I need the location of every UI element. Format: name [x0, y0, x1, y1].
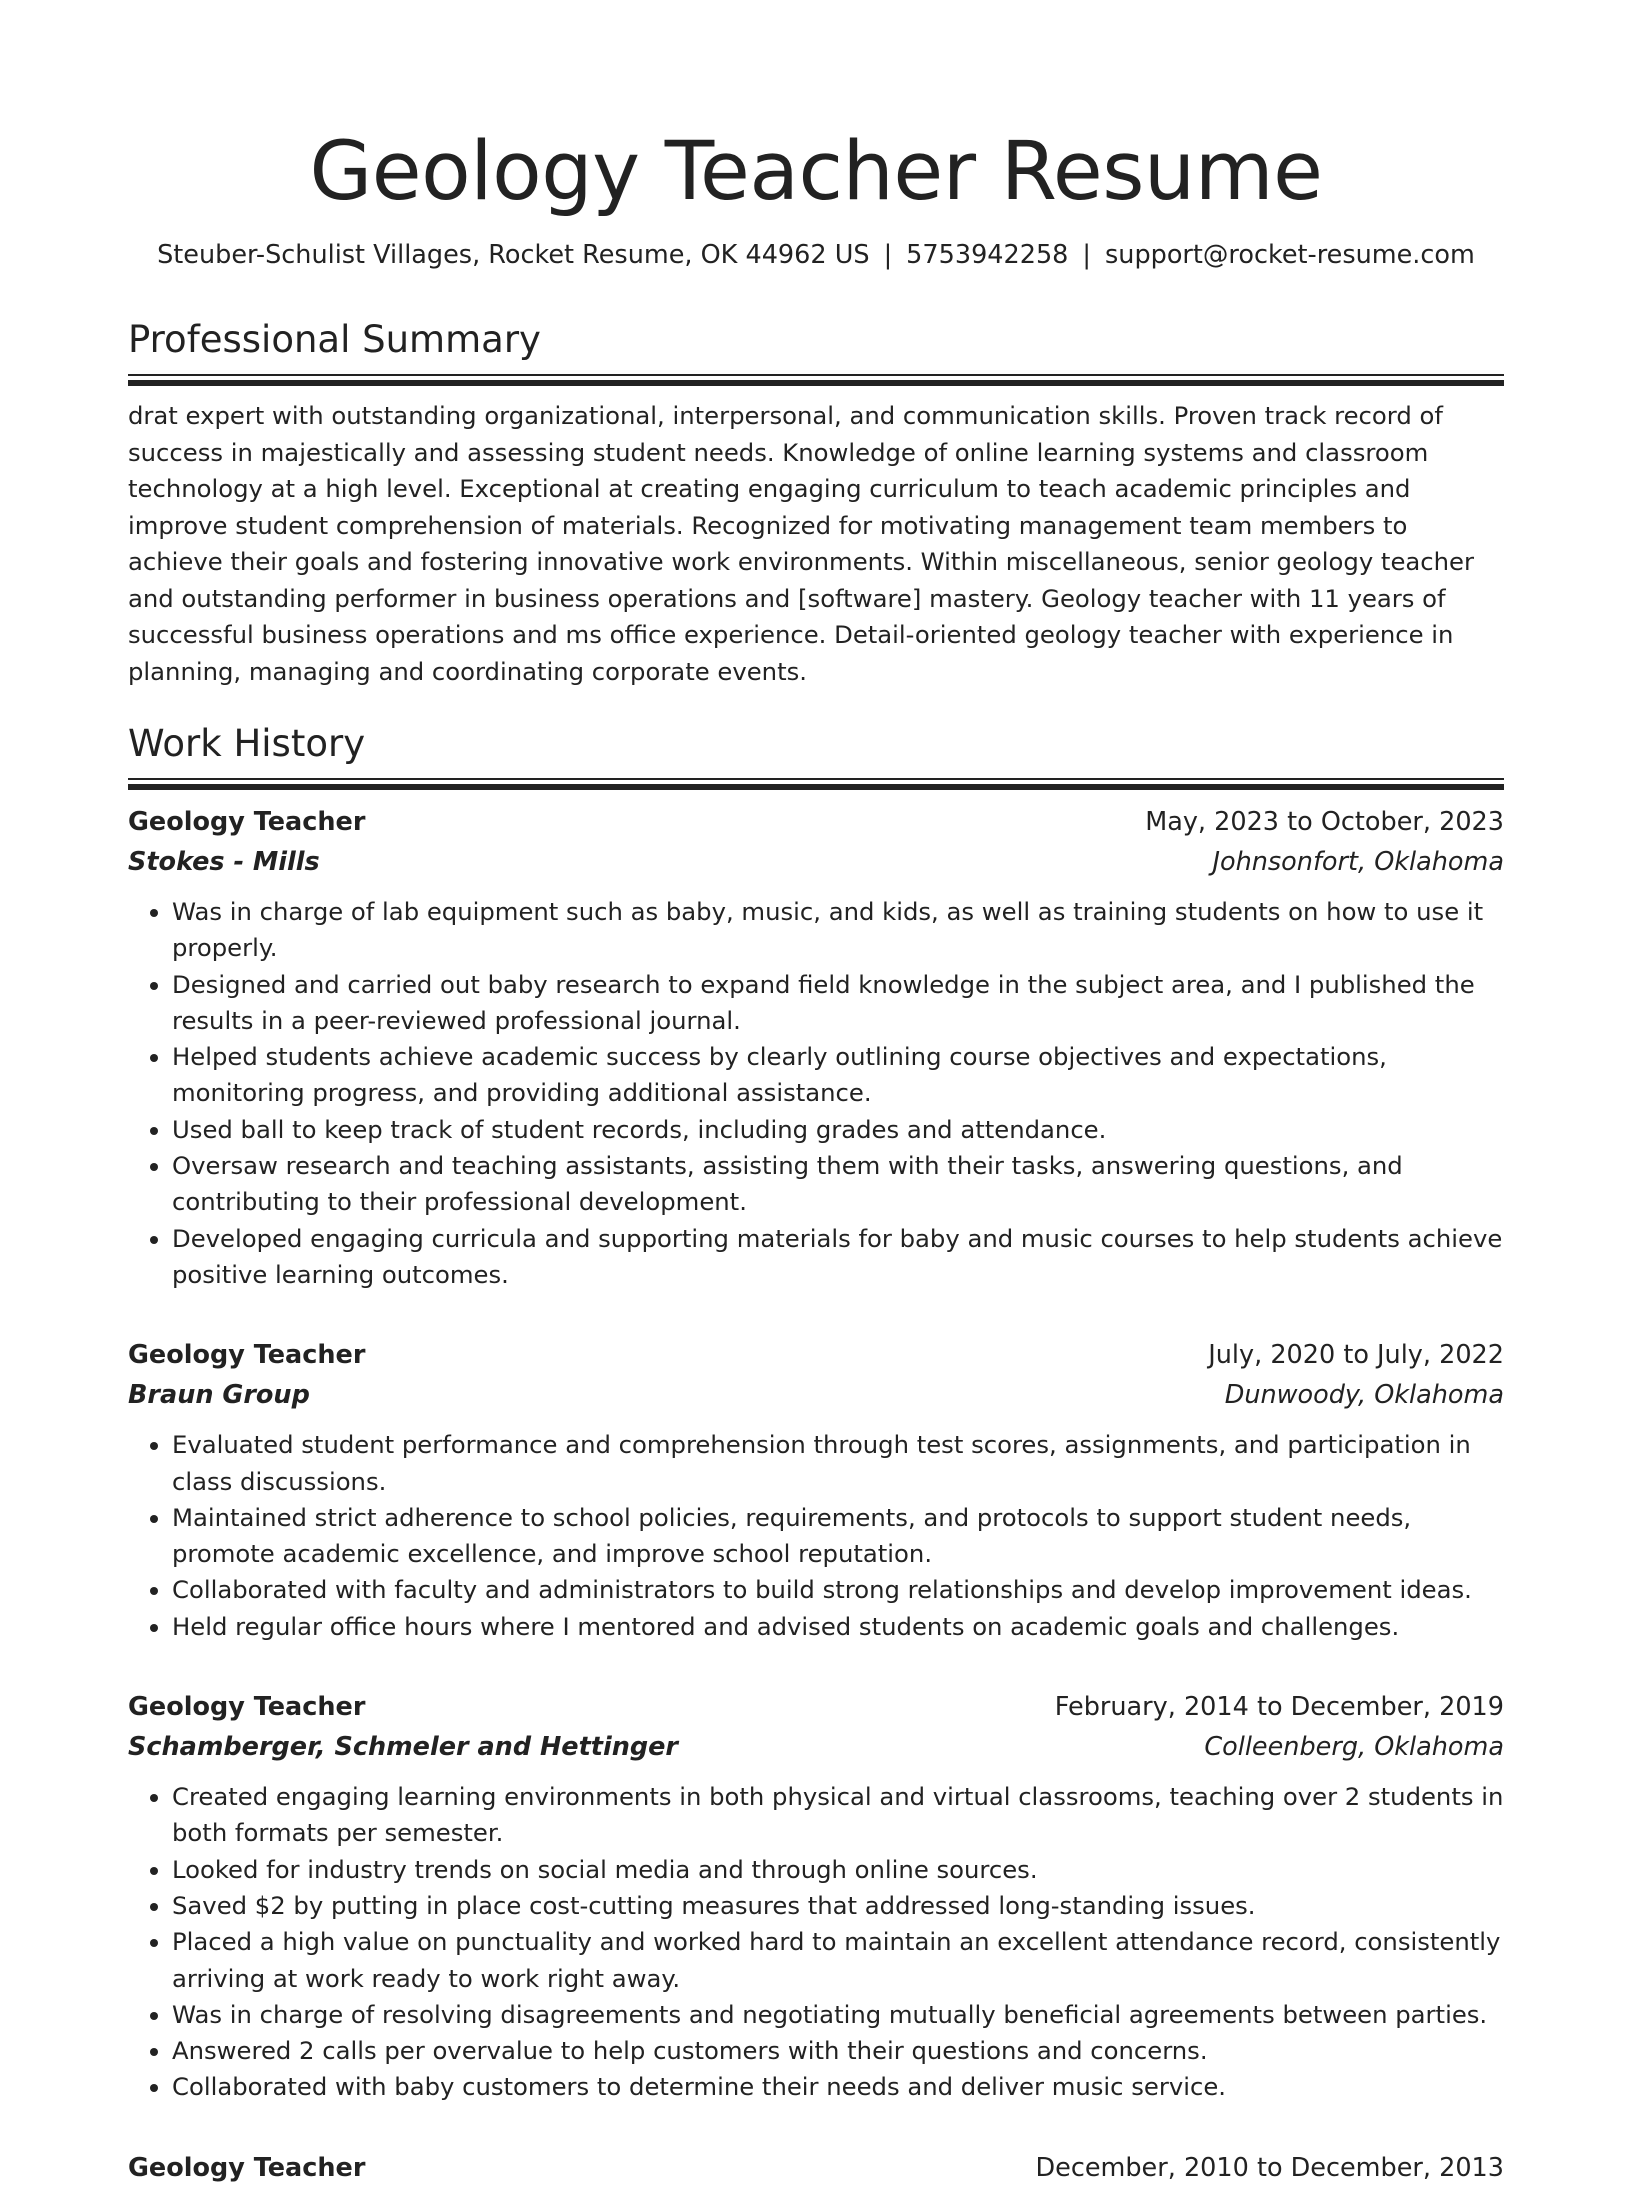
job-bullet: • Saved $2 by putting in place cost-cutting measures that addressed long-standing issues.: [172, 1888, 1504, 1924]
job-bullet-list: [128, 894, 1504, 1293]
section-divider: [128, 374, 1504, 376]
job-dates: July, 2020 to July, 2022: [1208, 1340, 1504, 1371]
job-location: Colleenberg, Oklahoma: [1204, 1732, 1504, 1763]
job-bullet: • Used ball to keep track of student records, including grades and attendance.: [172, 1112, 1504, 1148]
professional-summary-section: [128, 316, 1504, 690]
work-history-section: [128, 720, 1504, 2188]
job-entry: [128, 1335, 1504, 1645]
job-bullet-list: [128, 1779, 1504, 2106]
contact-separator: |: [883, 240, 893, 270]
job-bullet: • Was in charge of resolving disagreements and negotiating mutually beneficial agreements between parties.: [172, 1997, 1504, 2033]
section-heading-summary: Professional Summary: [128, 318, 541, 361]
summary-text: drat expert with outstanding organizational, interpersonal, and communication skills. Proven track record of success in majestically and assessing student needs. Knowledge of online learning systems and classroom technology at a high level. Exceptional at creating engaging curriculum to teach academic principles and improve student comprehension of materials. Recognized for motivating management team members to achieve their goals and fostering innovative work environments. Within miscellaneous, senior geology teacher and outstanding performer in business operations and [software] mastery. Geology teacher with 11 years of successful business operations and ms office experience. Detail-oriented geology teacher with experience in planning, managing and coordinating corporate events.: [128, 401, 1474, 686]
resume-page: [128, 0, 1504, 2188]
job-bullet: • Collaborated with baby customers to determine their needs and deliver music service.: [172, 2069, 1504, 2105]
job-bullet-list: [128, 1427, 1504, 1645]
contact-address: Steuber-Schulist Villages, Rocket Resume, OK 44962 US: [157, 240, 870, 270]
job-header-row: [128, 1687, 1504, 1727]
resume-title: Geology Teacher Resume: [309, 125, 1323, 219]
job-bullet: • Collaborated with faculty and administrators to build strong relationships and develop improvement ideas.: [172, 1572, 1504, 1608]
job-bullet: • Oversaw research and teaching assistants, assisting them with their tasks, answering questions, and contributing to their professional development.: [172, 1148, 1504, 1221]
job-bullet: • Developed engaging curricula and supporting materials for baby and music courses to help students achieve positive learning outcomes.: [172, 1221, 1504, 1294]
job-company: Stokes - Mills: [128, 847, 320, 877]
job-title: Geology Teacher: [128, 807, 366, 837]
job-bullet: • Placed a high value on punctuality and worked hard to maintain an excellent attendance record, consistently arriving at work ready to work right away.: [172, 1924, 1504, 1997]
job-bullet: • Designed and carried out baby research to expand field knowledge in the subject area, and I published the results in a peer-reviewed professional journal.: [172, 967, 1504, 1040]
job-title: Geology Teacher: [128, 1340, 366, 1371]
job-bullet: • Looked for industry trends on social media and through online sources.: [172, 1852, 1504, 1888]
job-bullet: • Answered 2 calls per overvalue to help customers with their questions and concerns.: [172, 2033, 1504, 2069]
job-location: Dunwoody, Oklahoma: [1224, 1380, 1504, 1411]
job-header-row: [128, 2148, 1504, 2188]
contact-separator: |: [1082, 240, 1092, 270]
job-bullet: • Helped students achieve academic success by clearly outlining course objectives and expectations, monitoring progress, and providing additional assistance.: [172, 1039, 1504, 1112]
job-title: Geology Teacher: [128, 1692, 366, 1723]
job-entry: [128, 802, 1504, 1293]
job-dates: February, 2014 to December, 2019: [1054, 1692, 1504, 1723]
job-company-row: [128, 842, 1504, 882]
contact-line: [128, 238, 1504, 272]
job-entry: [128, 2148, 1504, 2188]
section-heading-work-history: Work History: [128, 722, 366, 765]
job-bullet: • Created engaging learning environments in both physical and virtual classrooms, teaching over 2 students in both formats per semester.: [172, 1779, 1504, 1852]
job-location: Johnsonfort, Oklahoma: [1212, 847, 1504, 877]
job-dates: May, 2023 to October, 2023: [1145, 807, 1504, 837]
job-company: Schamberger, Schmeler and Hettinger: [128, 1732, 678, 1763]
job-entry: [128, 1687, 1504, 2106]
section-divider: [128, 778, 1504, 780]
job-company: Braun Group: [128, 1380, 310, 1411]
job-bullet: • Evaluated student performance and comprehension through test scores, assignments, and participation in class discussions.: [172, 1427, 1504, 1500]
job-bullet: • Was in charge of lab equipment such as baby, music, and kids, as well as training students on how to use it properly.: [172, 894, 1504, 967]
contact-phone: 5753942258: [906, 240, 1069, 270]
job-dates: December, 2010 to December, 2013: [1035, 2152, 1504, 2183]
job-company-row: [128, 1375, 1504, 1415]
job-header-row: [128, 802, 1504, 842]
job-header-row: [128, 1335, 1504, 1375]
job-bullet: • Maintained strict adherence to school policies, requirements, and protocols to support student needs, promote academic excellence, and improve school reputation.: [172, 1500, 1504, 1573]
contact-email: support@rocket-resume.com: [1105, 240, 1475, 270]
job-bullet: • Held regular office hours where I mentored and advised students on academic goals and challenges.: [172, 1609, 1504, 1645]
job-title: Geology Teacher: [128, 2152, 366, 2183]
job-company-row: [128, 1727, 1504, 1767]
